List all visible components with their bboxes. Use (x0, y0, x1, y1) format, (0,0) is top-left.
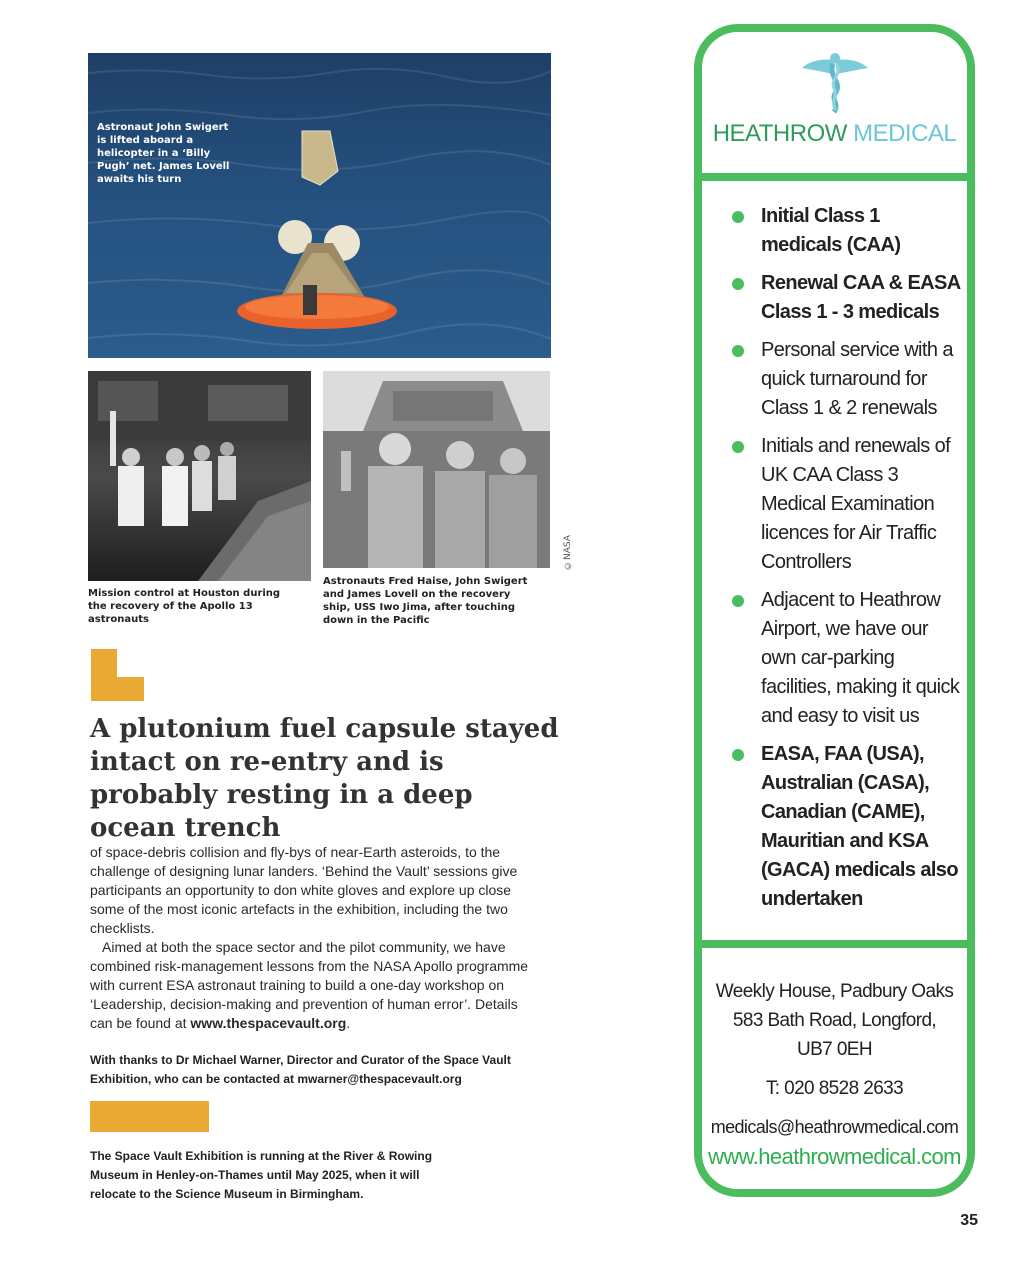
advert-website-link[interactable]: www.heathrowmedical.com (708, 1144, 961, 1169)
paragraph-2-text: Aimed at both the space sector and the pilot community, we have combined risk-management lessons from the NASA Apollo programme with current ESA astronaut training to build a one-day workshop on ‘Leadership, decision-making and prevention of human error’. Details can be found at (90, 939, 529, 1031)
advert-service-text: Adjacent to Heathrow Airport, we have our own car-parking facilities, making it quick and easy to visit us (761, 589, 960, 727)
paragraph-2-end: . (346, 1015, 351, 1031)
advert-divider-bottom (694, 940, 975, 948)
advert-service-text: Personal service with a quick turnaround for Class 1 & 2 renewals (761, 339, 953, 419)
advert-service-item (732, 432, 962, 577)
bullet-dot-icon (732, 278, 744, 290)
accent-bar (90, 1101, 209, 1132)
address-postcode: UB7 0EH (796, 1039, 872, 1060)
brand-word-medical: MEDICAL (853, 120, 957, 147)
advert-service-item (732, 269, 962, 327)
advert-divider-top (694, 173, 975, 181)
acknowledgement: With thanks to Dr Michael Warner, Director and Curator of the Space Vault Exhibition, who can be contacted at mwarner@thespacevault.org (90, 1053, 511, 1086)
photo-credit: ©NASA (563, 535, 573, 570)
page-number: 35 (960, 1212, 978, 1229)
decorative-l-shape (91, 649, 144, 701)
bullet-dot-icon (732, 345, 744, 357)
astronauts-ship-illustration (323, 371, 550, 568)
photo-splashdown (88, 53, 551, 358)
bullet-dot-icon (732, 595, 744, 607)
advert-contact-block (702, 977, 967, 1171)
caption-astronauts-ship: Astronauts Fred Haise, John Swigert and James Lovell on the recovery ship, USS Iwo Jima, after touching down in the Pacific (323, 576, 528, 626)
exhibition-note: The Space Vault Exhibition is running at the River & Rowing Museum in Henley-on-Thames until May 2025, when it will relocate to the Science Museum in Birmingham. (90, 1149, 433, 1201)
advert-service-item (732, 336, 962, 423)
advert-service-item (732, 586, 962, 731)
article-paragraph-2 (90, 938, 540, 1033)
advert-service-text: Renewal CAA & EASA Class 1 - 3 medicals (761, 272, 960, 323)
bullet-dot-icon (732, 441, 744, 453)
article-body (90, 843, 540, 1033)
caption-mission-control: Mission control at Houston during the recovery of the Apollo 13 astronauts (88, 588, 281, 625)
advert-service-item (732, 202, 962, 260)
splashdown-illustration (88, 53, 551, 358)
photo-caption-main: Astronaut John Swigert is lifted aboard a helicopter in a ‘Billy Pugh’ net. James Lovell awaits his turn (97, 122, 230, 185)
bullet-dot-icon (732, 749, 744, 761)
address-line-2: 583 Bath Road, Longford, (732, 1010, 937, 1031)
heathrow-medical-advert (694, 24, 975, 1197)
advert-services-list (732, 202, 962, 923)
caduceus-logo-icon (800, 52, 870, 114)
address-line-1: Weekly House, Padbury Oaks (715, 981, 954, 1002)
advert-service-text: Initials and renewals of UK CAA Class 3 Medical Examination licences for Air Traffic Controllers (761, 435, 951, 573)
advert-logo-area (702, 32, 967, 173)
advert-email[interactable]: medicals@heathrowmedical.com (710, 1117, 959, 1137)
advert-service-text: EASA, FAA (USA), Australian (CASA), Canadian (CAME), Mauritian and KSA (GACA) medicals also undertaken (761, 743, 958, 910)
advert-service-text: Initial Class 1 medicals (CAA) (761, 205, 901, 256)
pull-quote: A plutonium fuel capsule stayed intact on re-entry and is probably resting in a deep ocean trench (90, 714, 559, 843)
bullet-dot-icon (732, 211, 744, 223)
advert-brand-name (702, 120, 967, 148)
article-paragraph-1: of space-debris collision and fly-bys of near-Earth asteroids, to the challenge of designing lunar landers. ‘Behind the Vault’ sessions give participants an opportunity to don white gloves and explore up close some of the most iconic artefacts in the exhibition, including the two checklists. (90, 844, 518, 936)
mission-control-illustration (88, 371, 311, 581)
photo-astronauts-ship (323, 371, 550, 568)
space-vault-link[interactable]: www.thespacevault.org (190, 1015, 347, 1031)
advert-service-item (732, 740, 962, 914)
advert-phone[interactable]: T: 020 8528 2633 (765, 1078, 904, 1099)
photo-mission-control (88, 371, 311, 581)
brand-word-heathrow: HEATHROW (712, 120, 847, 147)
